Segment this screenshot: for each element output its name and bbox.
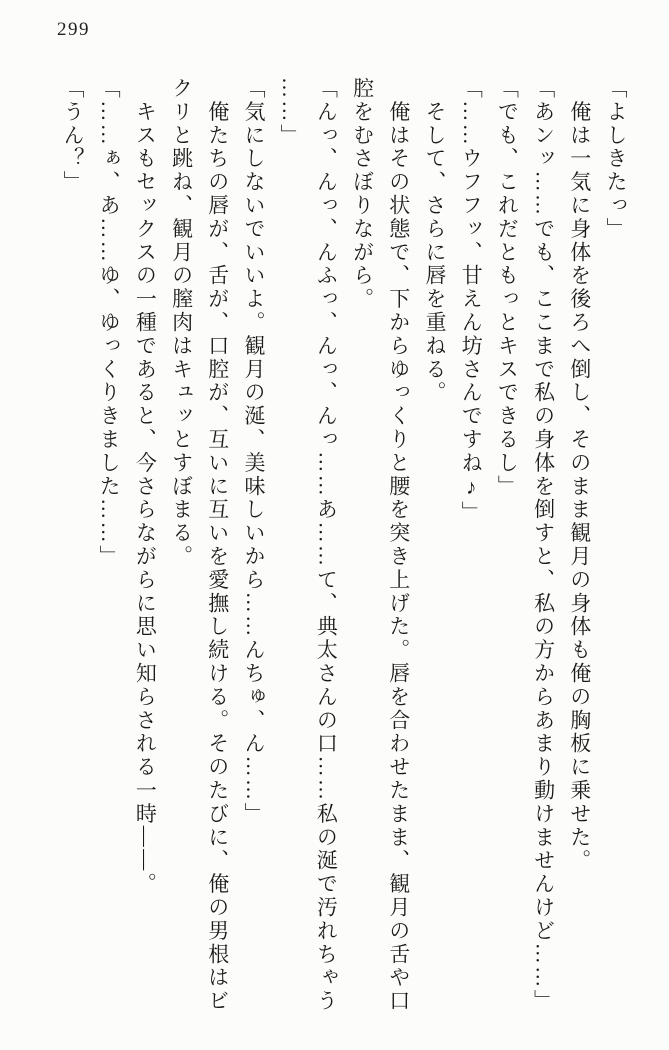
text-column: クリと跳ね、観月の膣肉はキュッとすぼまる。 xyxy=(169,77,194,569)
text-column: 「気にしないでいいよ。観月の涎、美味しいから……んちゅ、ん……」 xyxy=(241,77,266,826)
text-column: 腔をむさぼりながら。 xyxy=(350,77,375,311)
vertical-text-block xyxy=(55,77,634,1030)
text-column: 「よしきたっ」 xyxy=(604,77,628,241)
text-column: ……」 xyxy=(278,77,303,148)
text-column: 「あンッ……でも、ここまで私の身体を倒すと、私の方からあまり動けませんけど……」 xyxy=(531,77,556,1013)
text-column: そして、さらに唇を重ねる。 xyxy=(422,77,447,405)
text-column: 「んっ、んっ、んふっ、んっ、んっ……あ……て、典太さんの口……私の涎で汚れちゃう xyxy=(314,77,339,1013)
page-number: 299 xyxy=(57,19,90,40)
text-column: 俺たちの唇が、舌が、口腔が、互いに互いを愛撫し続ける。そのたびに、俺の男根はビ xyxy=(205,77,230,1013)
text-column: 「……ウフフッ、甘えん坊さんですね♪」 xyxy=(459,77,484,525)
text-column: 「うん？」 xyxy=(60,77,85,194)
text-column: 「……ぁ、あ……ゆ、ゆっくりきました……」 xyxy=(97,77,122,569)
text-column: 俺は一気に身体を後ろへ倒し、そのまま観月の身体も俺の胸板に乗せた。 xyxy=(567,77,592,873)
text-column: 「でも、これだともっとキスできるし」 xyxy=(495,77,520,499)
text-column: 俺はその状態で、下からゆっくりと腰を突き上げた。唇を合わせたまま、観月の舌や口 xyxy=(386,77,411,1013)
text-column: キスもセックスの一種であると、今さらながらに思い知らされる一時――。 xyxy=(133,77,158,896)
